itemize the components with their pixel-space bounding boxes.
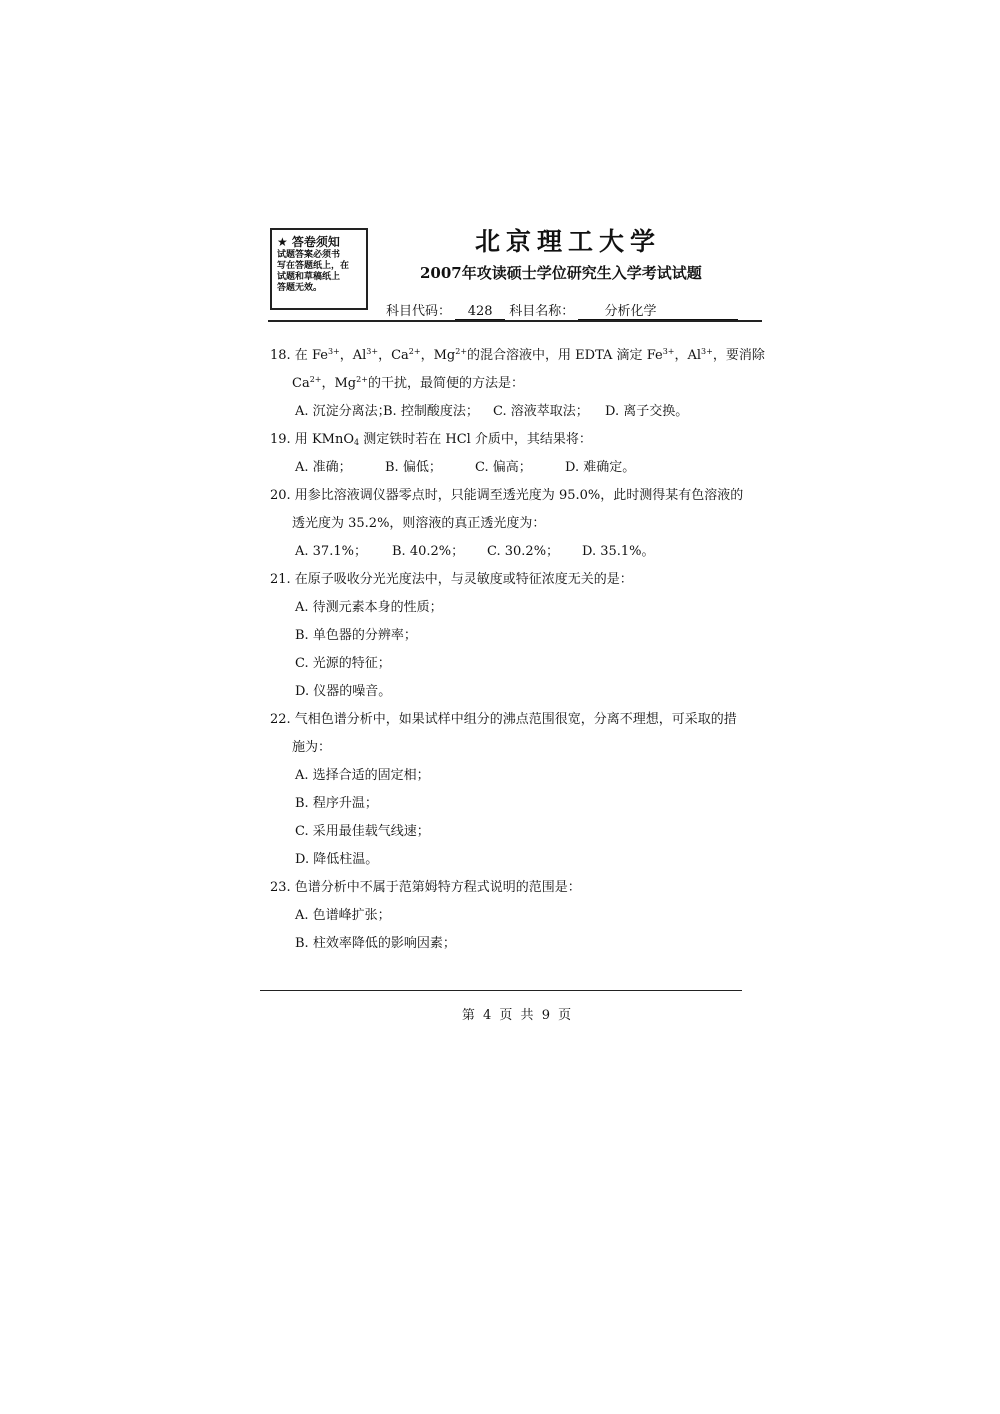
option: A. 选择合适的固定相； xyxy=(295,768,430,783)
notice-body xyxy=(277,250,361,294)
notice-line: 试题答案必须书 xyxy=(277,250,341,260)
option: B. 40.2%； xyxy=(392,544,465,559)
option: A. 准确； xyxy=(295,460,352,475)
subject-code-label: 科目代码： xyxy=(386,304,452,319)
question-text: 18. 在 $Fe^{3+}$，$Al^{3+}$，$Ca^{2+}$，$Mg^{2+}$的混合溶液中，用 EDTA 滴定 $Fe^{3+}$，$Al^{3+}$，要消除 xyxy=(270,347,765,363)
options-row xyxy=(270,398,770,426)
question-23: 23. 色谱分析中不属于范第姆特方程式说明的范围是： xyxy=(270,880,581,895)
option: C. 溶液萃取法； xyxy=(493,404,589,419)
option: C. 30.2%； xyxy=(487,544,560,559)
question-list xyxy=(270,342,770,958)
university-name: 北京理工大学 xyxy=(475,227,662,256)
option: C. 采用最佳载气线速； xyxy=(295,824,430,839)
question-18 xyxy=(270,342,770,398)
exam-title: 2007年攻读硕士学位研究生入学考试试题 xyxy=(420,264,702,282)
option: B. 偏低； xyxy=(385,460,442,475)
subject-name-value: 分析化学 xyxy=(578,300,738,320)
answer-notice-box xyxy=(270,228,368,310)
question-text: 透光度为 35.2%，则溶液的真正透光度为： xyxy=(292,516,546,531)
question-21: 21. 在原子吸收分光光度法中，与灵敏度或特征浓度无关的是： xyxy=(270,572,633,587)
option: D. 离子交换。 xyxy=(605,404,689,419)
option: D. 35.1%。 xyxy=(582,544,655,559)
option: A. 色谱峰扩张； xyxy=(295,908,391,923)
option: D. 仪器的噪音。 xyxy=(295,684,392,699)
options-row xyxy=(270,538,770,566)
option: D. 难确定。 xyxy=(565,460,636,475)
question-text: 20. 用参比溶液调仪器零点时，只能调至透光度为 95.0%，此时测得某有色溶液的 xyxy=(270,488,744,503)
options-row xyxy=(270,454,770,482)
footer-divider xyxy=(260,990,742,991)
option: B. 柱效率降低的影响因素； xyxy=(295,936,456,951)
question-22 xyxy=(270,706,770,762)
option: A. 待测元素本身的性质； xyxy=(295,600,443,615)
question-text: $Ca^{2+}$，$Mg^{2+}$的干扰，最简便的方法是： xyxy=(292,375,524,391)
notice-line: 答题无效。 xyxy=(277,283,323,293)
option: C. 光源的特征； xyxy=(295,656,391,671)
question-text: 22. 气相色谱分析中，如果试样中组分的沸点范围很宽，分离不理想，可采取的措 xyxy=(270,712,737,727)
option: B. 程序升温； xyxy=(295,796,378,811)
subject-name-label: 科目名称： xyxy=(509,304,575,319)
option: A. 37.1%； xyxy=(295,544,367,559)
option: A. 沉淀分离法； xyxy=(295,404,391,419)
question-19: 19. 用 KMnO$_4$ 测定铁时若在 HCl 介质中，其结果将： xyxy=(270,432,592,447)
option: B. 控制酸度法； xyxy=(383,404,479,419)
option: B. 单色器的分辨率； xyxy=(295,628,417,643)
subject-line xyxy=(386,300,738,320)
question-20 xyxy=(270,482,770,538)
notice-line: 写在答题纸上，在 xyxy=(277,261,350,271)
page-number: 第 4 页 共 9 页 xyxy=(461,1008,574,1023)
header-divider xyxy=(268,320,762,322)
notice-title: ★ 答卷须知 xyxy=(277,235,340,249)
subject-code-value: 428 xyxy=(455,304,505,320)
option: D. 降低柱温。 xyxy=(295,852,379,867)
question-text: 施为： xyxy=(292,740,332,755)
notice-line: 试题和草稿纸上 xyxy=(277,272,341,282)
option: C. 偏高； xyxy=(475,460,532,475)
